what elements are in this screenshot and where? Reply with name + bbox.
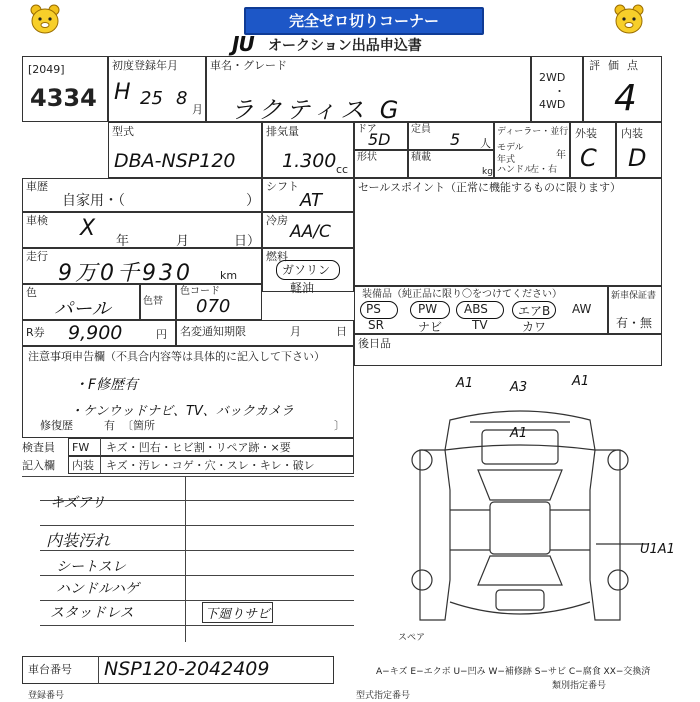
chassis-divider (98, 656, 99, 684)
name-change-day: 日 (336, 325, 347, 338)
equip-navi: ナビ (418, 320, 443, 334)
shift-label: シフト (266, 180, 299, 193)
grade-value: 4 (614, 78, 637, 119)
notation-label: 記入欄 (22, 459, 55, 472)
dealer-label: ディーラー・並行 (497, 127, 569, 137)
inspector-label: 検査員 (22, 441, 55, 454)
model-value: DBA-NSP120 (114, 150, 236, 172)
exterior-label: 外装 (575, 127, 597, 140)
equip-ps-circle (360, 301, 398, 319)
note-line-2: 内装汚れ (46, 531, 111, 550)
registration-month-unit: 月 (192, 103, 203, 116)
displacement-value: 1.300 (282, 150, 337, 172)
vehicle-type-label: 車歴 (26, 180, 48, 193)
equip-airbag-circle (512, 301, 556, 319)
color-code-label: 色コード (180, 286, 220, 297)
form-subtitle: オークション出品申込書 (268, 38, 422, 54)
bear-mascot-icon (612, 3, 646, 35)
mileage-value: 9万0千930 (58, 261, 193, 286)
sales-point-label: セールスポイント（正常に機能するものに限ります） (358, 181, 622, 194)
chassis-label: 車台番号 (28, 663, 72, 676)
load-unit: kg (482, 167, 493, 177)
model-year-unit: 年 (556, 150, 566, 161)
note-line-3: シートスレ (56, 559, 126, 575)
recycle-value: 9,900 (68, 322, 123, 344)
equip-abs-circle (456, 301, 504, 319)
interior-label: 内装 (621, 127, 643, 140)
interior-value: D (628, 144, 647, 172)
notes-line1: ・F修歴有 (74, 377, 139, 393)
rule-line (40, 525, 354, 526)
capacity-unit: 人 (480, 137, 491, 150)
header-banner (0, 0, 700, 38)
equip-pw: PW (418, 302, 438, 316)
spare-tire-label: スペア (398, 633, 426, 643)
warranty-options: 有・無 (616, 316, 653, 330)
equip-abs: ABS (464, 302, 488, 316)
inspection-day-unit: 日） (234, 234, 261, 249)
recycle-unit: 円 (156, 328, 167, 341)
inspector-prefix: FW (72, 441, 90, 454)
inspection-label: 車検 (26, 214, 48, 227)
doors-value: 5D (368, 130, 391, 149)
handle-options: 左・右 (530, 165, 558, 175)
displacement-unit: cc (336, 163, 349, 176)
inspection-value: X (80, 216, 96, 241)
registration-era: H (114, 80, 131, 105)
drive-dot: ・ (554, 85, 565, 98)
fuel-label: 燃料 (266, 250, 288, 263)
notation-prefix: 内装 (72, 459, 94, 472)
note-line-1: キズアリ (50, 495, 106, 511)
name-value: ラクティス G (230, 96, 403, 124)
vehicle-type-close: ） (246, 193, 260, 209)
exterior-value: C (580, 144, 597, 172)
repair-label: 修復歴 (40, 419, 73, 432)
repair-close: 〕 (334, 419, 345, 432)
after-date-label: 後日品 (358, 337, 391, 350)
inspection-cell (22, 212, 262, 248)
load-label: 積載 (411, 152, 431, 163)
note-line-5: スタッドレス (50, 605, 134, 621)
equipment-label: 装備品（純正品に限り〇をつけてください） (362, 289, 562, 300)
after-date-cell (354, 334, 662, 366)
warranty-label: 新車保証書 (611, 291, 657, 301)
damage-a1-right: A1 (572, 374, 590, 389)
sales-point-cell (354, 178, 662, 286)
shift-value: AT (300, 190, 322, 211)
equip-sr: SR (368, 318, 384, 332)
equip-tv: TV (472, 318, 488, 332)
mileage-unit: km (220, 269, 238, 282)
mileage-label: 走行 (26, 250, 48, 263)
color-value: パール (54, 298, 111, 320)
note-line-4: ハンドルハゲ (56, 581, 140, 597)
model-spec-label: 型式指定番号 (356, 691, 411, 701)
drive-4wd: 4WD (539, 98, 566, 111)
drive-2wd: 2WD (539, 71, 566, 84)
capacity-value: 5 (450, 130, 461, 149)
registration-label: 初度登録年月 (112, 59, 178, 72)
grade-label: 評価点 (589, 59, 646, 72)
registration-number-label: 登録番号 (28, 691, 65, 701)
inspector-items: キズ・凹右・ヒビ割・リペア跡・×要 (106, 441, 291, 454)
spec-number-label: 類別指定番号 (552, 681, 607, 691)
page-title: 完全ゼロ切りコーナー (244, 7, 484, 35)
color-code-value: 070 (196, 296, 231, 317)
displacement-label: 排気量 (266, 125, 299, 138)
doors-label: ドア (357, 124, 377, 135)
lot-code: [2049] (28, 63, 65, 76)
equip-airbag: エアB (518, 304, 551, 318)
car-damage-diagram (390, 380, 650, 638)
recycle-label: R券 (26, 326, 45, 339)
name-change-month: 月 (290, 325, 301, 338)
model-year-label: モデル年式 (497, 143, 524, 165)
equip-leather: カワ (522, 320, 547, 334)
inspection-month-unit: 月 (176, 234, 190, 249)
chassis-value: NSP120-2042409 (104, 658, 270, 680)
registration-month: 8 (176, 88, 188, 109)
damage-legend: A−キズ E−エクボ U−凹み W−補修跡 S−サビ C−腐食 XX−交換済 (376, 667, 651, 677)
color-change-label: 色替 (143, 296, 163, 307)
note-line-6: 下廻りサビ (202, 602, 273, 623)
repair-value: 有 (104, 419, 115, 432)
rule-line (40, 600, 354, 601)
ac-label: 冷房 (266, 214, 288, 227)
capacity-label: 定員 (411, 124, 431, 135)
shape-label: 形状 (357, 152, 377, 163)
color-label: 色 (26, 286, 37, 299)
ac-value: AA/C (290, 222, 331, 242)
rule-line (40, 625, 354, 626)
damage-a1-roof: A1 (510, 426, 528, 441)
registration-year: 25 (140, 88, 163, 109)
damage-u1a1: U1A1 (640, 542, 675, 557)
equip-aw: AW (572, 302, 592, 316)
vehicle-type-cell (22, 178, 262, 212)
name-change-label: 名変通知期限 (180, 325, 246, 338)
equip-ps: PS (366, 302, 381, 316)
name-label: 車名・グレード (210, 59, 287, 72)
notes-line2: ・ケンウッドナビ、TV、バックカメラ (70, 404, 294, 419)
lot-number: 4334 (30, 84, 97, 112)
fuel-gasoline: ガソリン (282, 263, 331, 277)
vehicle-type-value: 自家用・（ (62, 193, 125, 209)
equip-pw-circle (410, 301, 450, 319)
damage-a3: A3 (510, 380, 528, 395)
handle-label: ハンドル (497, 165, 534, 175)
ju-logo: JU (232, 32, 254, 56)
bear-mascot-icon (28, 3, 62, 35)
model-label: 型式 (112, 125, 134, 138)
damage-a1-left: A1 (456, 376, 474, 391)
rule-line (22, 476, 354, 477)
notes-label: 注意事項申告欄（不具合内容等は具体的に記入して下さい） (28, 350, 325, 363)
fuel-diesel: 軽油 (290, 281, 315, 295)
repair-place: 〔箇所 (122, 419, 155, 432)
inspection-year-unit: 年 (116, 234, 130, 249)
notation-items: キズ・汚レ・コゲ・穴・スレ・キレ・破レ (106, 459, 315, 472)
